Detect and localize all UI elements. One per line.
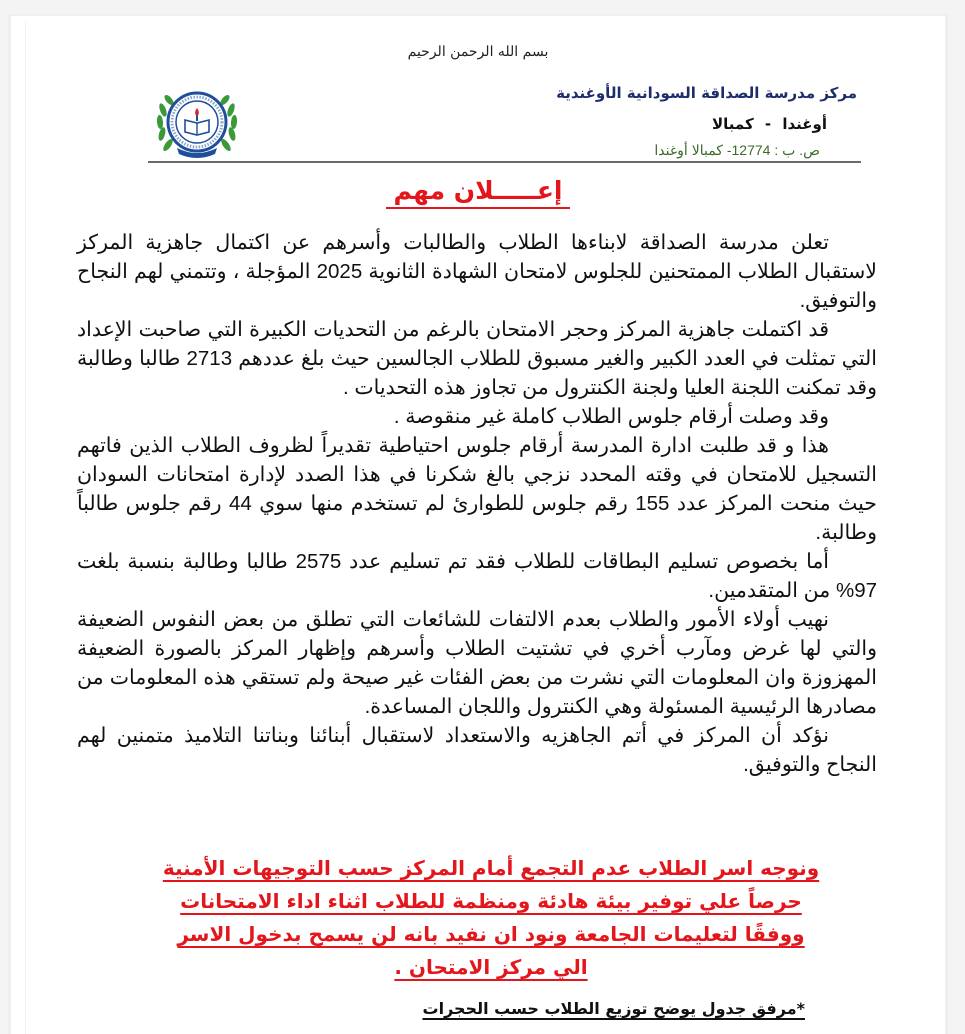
paragraph-rumors-warning: نهيب أولاء الأمور والطلاب بعدم الالتفات للشائعات التي تطلق من بعض النفوس الضعيفة والتي لها غرض ومآرب أخري في تشتيت الطلاب وأسرهم وإظهار المركز بالصورة الضعيفة المهزوزة وان المعلومات التي نشرت من بعض الفئات غير صيحة ولم تستقي هذه المعلومات من مصادرها الرئيسية المسئولة وهي الكنترول واللجان المساعدة. (77, 608, 877, 718)
organization-name: مركز مدرسة الصداقة السودانية الأوغندية (556, 84, 857, 102)
page-edge (25, 22, 26, 1034)
school-logo-icon (153, 80, 241, 168)
paragraph-reserve-numbers: هذا و قد طلبت ادارة المدرسة أرقام جلوس احتياطية تقديراً لظروف الطلاب الذين فاتهم التسجيل للامتحان في وقته المحدد نزجي بالغ شكرنا في هذا الصدد لإدارة امتحانات السودان حيث منحت المركز عدد 155 رقم جلوس للطوارئ لم تستخدم منها سوي 44 رقم جلوس طالباً وطالبة. (77, 434, 877, 544)
organization-location: أوغندا - كمبالا (711, 115, 827, 133)
organization-po-box: ص. ب : 12774- كمبالا أوغندا (654, 142, 820, 158)
basmala: بسم الله الرحمن الرحيم (407, 44, 549, 60)
paragraph-cards-delivery: أما بخصوص تسليم البطاقات للطلاب فقد تم تسليم عدد 2575 طالبا وطالبة بنسبة بلغت 97% من المتقدمين. (77, 550, 877, 602)
attachment-note-text: *مرفق جدول يوضح توزيع الطلاب حسب الحجرات (422, 999, 805, 1018)
announcement-title-text: إعـــــلان مهم (386, 176, 571, 209)
attachment-note (423, 999, 806, 1018)
paragraph-seat-numbers: وقد وصلت أرقام جلوس الطلاب كاملة غير منقوصة . (393, 405, 829, 428)
announcement-title (11, 176, 945, 205)
paragraph-challenges: قد اكتملت جاهزية المركز وحجر الامتحان بالرغم من التحديات الكبيرة التي صاحبت الإعداد التي تمثلت في العدد الكبير والغير مسبوق للطلاب الجالسين حيث بلغ عددهم 2713 طالبا وطالبة وقد تمكنت اللجنة العليا ولجنة الكنترول من تجاوز هذه التحديات . (77, 318, 877, 399)
header-divider (148, 161, 861, 163)
family-notice-text: ونوجه اسر الطلاب عدم التجمع أمام المركز حسب التوجيهات الأمنية حرصاً علي توفير بيئة هادئة ومنظمة للطلاب اثناء اداء الامتحانات ووفقًا لتعليمات الجامعة ونود ان نفيد بانه لن يسمح بدخول الاسر الي مركز الامتحان . (162, 856, 820, 979)
announcement-body (77, 228, 877, 779)
paragraph-closing: نؤكد أن المركز في أتم الجاهزيه والاستعداد لاستقبال أبنائنا وبناتنا التلاميذ متمنين لهم النجاح والتوفيق. (77, 724, 877, 776)
family-notice (161, 852, 821, 984)
document-page (8, 14, 948, 1034)
paragraph-readiness-intro: تعلن مدرسة الصداقة لابناءها الطلاب والطالبات وأسرهم عن اكتمال جاهزية المركز لاستقبال الطلاب الممتحنين للجلوس لامتحان الشهادة الثانوية 2025 المؤجلة ، وتتمني لهم النجاح والتوفيق. (77, 231, 877, 312)
